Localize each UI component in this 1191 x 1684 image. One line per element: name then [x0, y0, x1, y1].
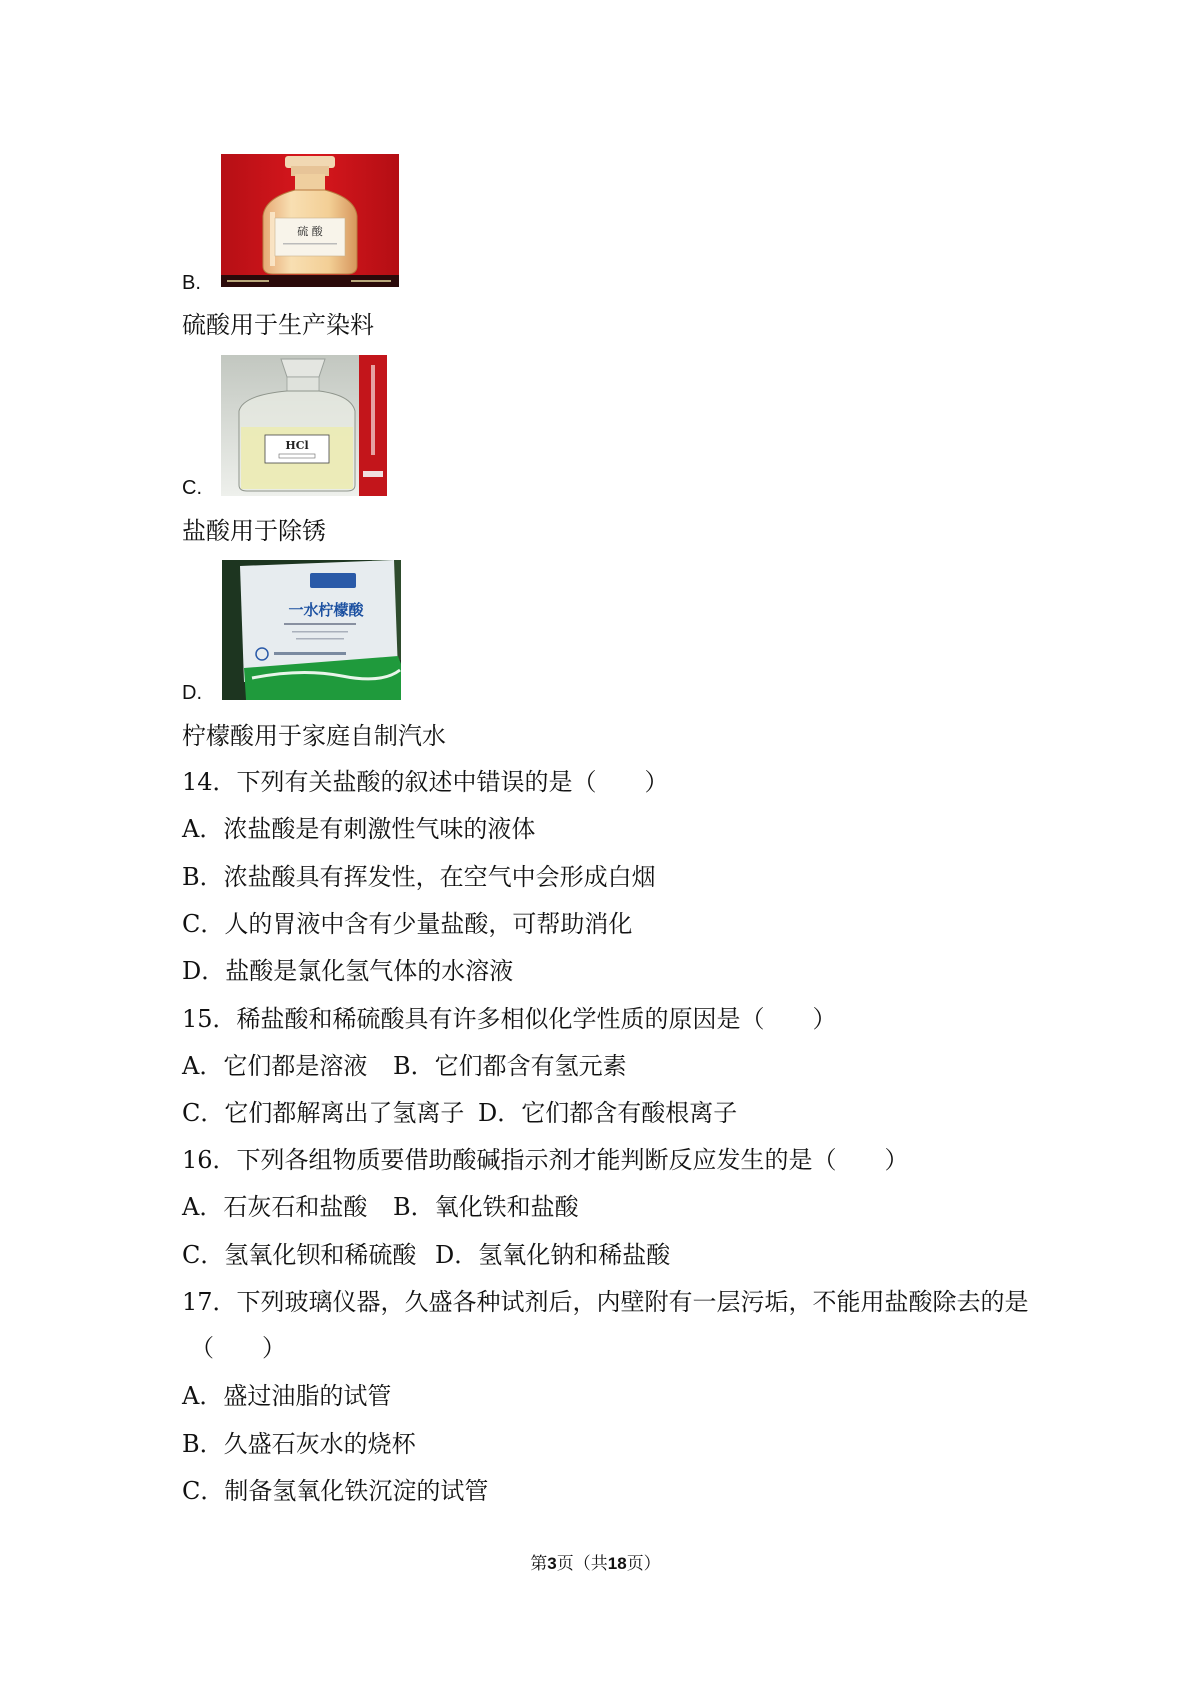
option-letter-b: B.: [182, 272, 201, 294]
question-17-option-b: B．久盛石灰水的烧杯: [182, 1430, 416, 1458]
bag-fine-print: [284, 623, 356, 625]
footer-middle: 页（共: [556, 1554, 608, 1574]
question-16-option-b: B．氧化铁和盐酸: [393, 1193, 579, 1221]
option-letter-c: C.: [182, 477, 202, 499]
bag-product-name: 一水柠檬酸: [288, 601, 364, 619]
bottle-label-text: 硫 酸: [297, 225, 323, 238]
question-14-option-a: A．浓盐酸是有刺激性气味的液体: [182, 815, 536, 843]
bag-company-line: [274, 652, 346, 655]
label-fine-print: [283, 243, 337, 245]
question-16-option-d: D．氢氧化钠和稀盐酸: [435, 1241, 671, 1269]
question-16-option-a: A．石灰石和盐酸: [182, 1193, 368, 1221]
question-17-stem: 17．下列玻璃仪器，久盛各种试剂后，内壁附有一层污垢，不能用盐酸除去的是: [182, 1288, 1029, 1316]
footer-total-pages: 18: [607, 1554, 627, 1573]
question-14-option-b: B．浓盐酸具有挥发性，在空气中会形成白烟: [182, 863, 656, 891]
caption-band-mark: [227, 280, 269, 282]
caption-band-mark: [351, 280, 391, 282]
bag-fine-print: [296, 638, 344, 640]
hydrochloric-acid-bottle-photo: [221, 355, 387, 496]
question-16-stem: 16．下列各组物质要借助酸碱指示剂才能判断反应发生的是（ ）: [182, 1146, 909, 1174]
bottle-stopper: [281, 359, 325, 377]
question-15-stem: 15．稀盐酸和稀硫酸具有许多相似化学性质的原因是（ ）: [182, 1005, 837, 1033]
bottle-neck: [295, 174, 325, 192]
option-b-caption: 硫酸用于生产染料: [182, 311, 374, 339]
question-16-option-c: C．氢氧化钡和稀硫酸: [182, 1241, 417, 1269]
option-letter-d: D.: [182, 682, 202, 704]
question-15-option-d: D．它们都含有酸根离子: [478, 1099, 738, 1127]
footer-page-number: 3: [547, 1554, 557, 1573]
glass-highlight: [270, 212, 275, 266]
footer-prefix: 第: [530, 1554, 548, 1574]
citric-acid-bag-photo: [222, 560, 401, 700]
brand-mark: [310, 573, 356, 588]
question-14-stem: 14．下列有关盐酸的叙述中错误的是（ ）: [182, 768, 669, 796]
bag-fine-print: [292, 631, 348, 633]
question-15-option-b: B．它们都含有氢元素: [393, 1052, 627, 1080]
question-17-option-c: C．制备氢氧化铁沉淀的试管: [182, 1477, 489, 1505]
strip-tag: [363, 471, 383, 477]
question-15-option-c: C．它们都解离出了氢离子: [182, 1099, 465, 1127]
strip-fine-print: [371, 365, 375, 455]
question-17-answer-blank: （ ）: [190, 1334, 286, 1362]
page-footer: [0, 1552, 1191, 1576]
option-d-caption: 柠檬酸用于家庭自制汽水: [182, 722, 446, 750]
bottle-label-text: HCl: [285, 439, 309, 452]
question-15-option-a: A．它们都是溶液: [182, 1052, 368, 1080]
bottle-neck: [287, 377, 319, 391]
footer-suffix: 页）: [626, 1554, 661, 1574]
sulfuric-acid-bottle-photo: [221, 154, 399, 287]
question-14-option-d: D．盐酸是氯化氢气体的水溶液: [182, 957, 514, 985]
question-14-option-c: C．人的胃液中含有少量盐酸，可帮助消化: [182, 910, 633, 938]
option-c-caption: 盐酸用于除锈: [182, 517, 326, 545]
question-17-option-a: A．盛过油脂的试管: [182, 1382, 392, 1410]
